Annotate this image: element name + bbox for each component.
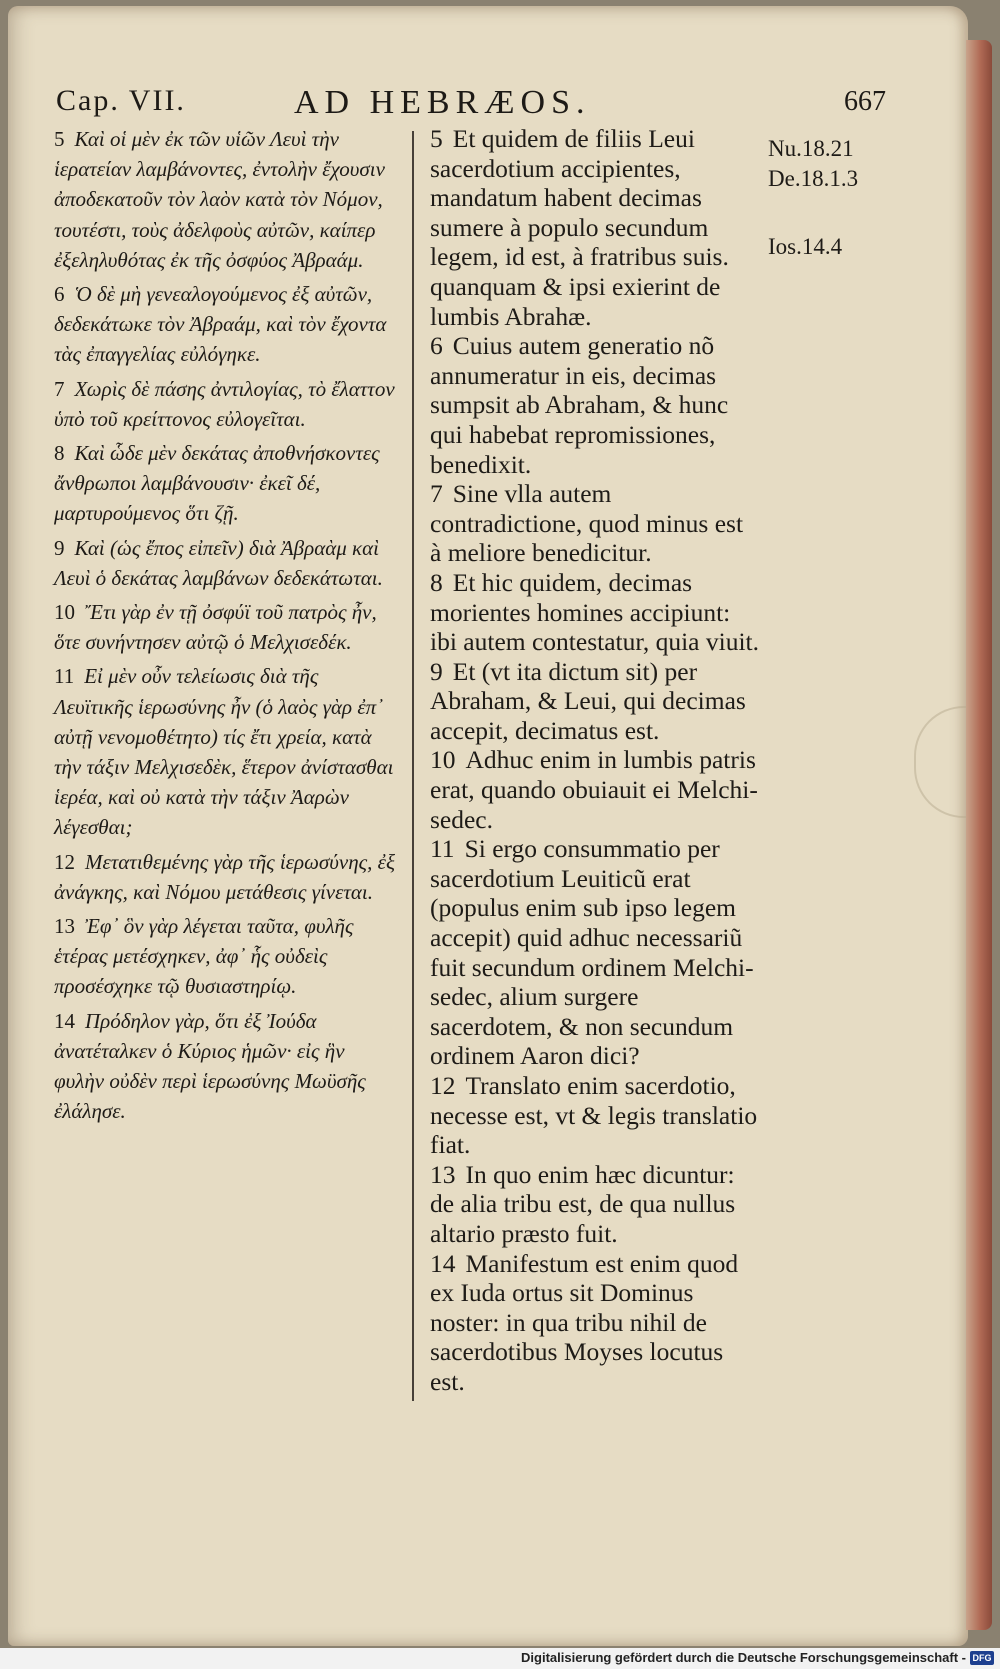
verse-number: 9: [54, 535, 65, 560]
page-clip-mark: [914, 706, 968, 818]
dfg-logo-icon: DFG: [970, 1651, 994, 1665]
verse-text: Καὶ ὧδε μὲν δεκάτας ἀποθνήσκοντες ἄνθρωποι λαμβάνουσιν· ἐκεῖ δέ, μαρτυρούμενος ὅτι ζῇ.: [54, 441, 380, 526]
verse-number: 8: [54, 441, 65, 466]
verse-number: 13: [54, 914, 75, 939]
verse: [54, 438, 399, 529]
verse: [54, 661, 399, 842]
verse-number: 13: [430, 1159, 456, 1189]
verse: [54, 124, 399, 275]
verse: [430, 1160, 760, 1249]
verse-number: 6: [54, 282, 65, 307]
verse-number: 7: [54, 376, 65, 401]
verse-number: 6: [430, 331, 443, 361]
verse-number: 9: [430, 656, 443, 686]
verse-number: 5: [54, 127, 65, 151]
verse-text: Καὶ οἱ μὲν ἐκ τῶν υἱῶν Λευὶ τὴν ἱερατείαν λαμβάνοντες, ἐντολὴν ἔχουσιν ἀποδεκατοῦν τὸν λαὸν κατὰ τὸν Νόμον, τουτέστι, τοὺς ἀδελφοὺς αὐτῶν, καίπερ ἐξεληλυθότας ἐκ τῆς ὀσφύος Ἀβραάμ.: [54, 127, 385, 272]
verse: [430, 834, 760, 1071]
margin-note: Ios.14.4: [768, 234, 843, 259]
verse-number: 8: [430, 567, 443, 597]
verse-text: Sine vlla autem contradictione, quod minus est à meliore benedicitur.: [430, 479, 744, 568]
verse: [430, 568, 760, 657]
verse-number: 10: [54, 600, 75, 625]
verse: [430, 479, 760, 568]
verse-text: Ἐφ᾽ ὃν γὰρ λέγεται ταῦτα, φυλῆς ἑτέρας μετέσχηκεν, ἀφ᾽ ἧς οὐδεὶς προσέσχηκε τῷ θυσιαστηρίῳ.: [54, 914, 354, 999]
verse: [430, 124, 760, 331]
verse-number: 10: [430, 745, 456, 775]
verse: [54, 374, 399, 434]
verse: [430, 1249, 760, 1397]
verse-text: In quo enim hæc dicuntur: de alia tribu est, de qua nullus altario præsto fuit.: [430, 1159, 736, 1248]
footer-bar: [0, 1648, 1000, 1669]
verse-number: 5: [430, 124, 443, 153]
latin-column: [430, 124, 760, 1397]
verse-number: 11: [54, 664, 75, 689]
page-edge: [966, 40, 992, 1630]
verse: [430, 745, 760, 834]
verse: [54, 597, 399, 657]
verse-text: Si ergo consummatio per sacerdotium Leuiticũ erat (populus enim sub ipso legem accepit) quid adhuc necessariũ fuit secundum ordinem Melchi-sedec, alium surgere sacerdotem, & non secundum ordinem Aaron dici?: [430, 834, 754, 1071]
verse-text: Translato enim sacerdotio, necesse est, vt & legis translatio fiat.: [430, 1071, 758, 1160]
verse-text: Et quidem de filiis Leui sacerdotium accipientes, mandatum habent decimas sumere à populo secundum legem, id est, à fratribus suis. quanquam & ipsi exierint de lumbis Abrahæ.: [430, 124, 729, 331]
verse: [54, 279, 399, 370]
verse-number: 14: [54, 1008, 75, 1033]
verse-number: 12: [54, 849, 75, 874]
verse: [430, 331, 760, 479]
verse: [54, 1006, 399, 1127]
greek-column: [54, 124, 399, 1131]
verse: [430, 1071, 760, 1160]
column-divider: [412, 131, 414, 1401]
chapter-label: Cap. VII.: [56, 84, 186, 117]
verse-text: Μετατιθεμένης γὰρ τῆς ἱερωσύνης, ἐξ ἀνάγκης, καὶ Νόμου μετάθεσις γίνεται.: [54, 849, 395, 904]
verse-text: Καὶ (ὡς ἔπος εἰπεῖν) διὰ Ἀβραὰμ καὶ Λευὶ ὁ δεκάτας λαμβάνων δεδεκάτωται.: [54, 535, 383, 590]
page-number: 667: [844, 86, 886, 117]
verse-text: Πρόδηλον γὰρ, ὅτι ἐξ Ἰούδα ἀνατέταλκεν ὁ Κύριος ἡμῶν· εἰς ἣν φυλὴν οὐδὲν περὶ ἱερωσύνης Μωϋσῆς ἐλάλησε.: [54, 1008, 366, 1124]
page-title: AD HEBRÆOS.: [294, 84, 591, 121]
verse-number: 14: [430, 1248, 456, 1278]
verse: [430, 657, 760, 746]
margin-note: De.18.1.3: [768, 166, 859, 191]
verse-text: Et (vt ita dictum sit) per Abraham, & Leui, qui decimas accepit, decimatus est.: [430, 656, 746, 745]
book-page: [8, 6, 968, 1646]
verse: [54, 533, 399, 593]
verse-text: Et hic quidem, decimas morientes homines accipiunt: ibi autem contestatur, quia viuit.: [430, 567, 759, 657]
footer-credit: Digitalisierung gefördert durch die Deutsche Forschungsgemeinschaft -: [521, 1650, 966, 1665]
verse: [54, 847, 399, 907]
margin-references: [768, 130, 888, 262]
verse-text: Χωρὶς δὲ πάσης ἀντιλογίας, τὸ ἔλαττον ὑπὸ τοῦ κρείττονος εὐλογεῖται.: [54, 376, 395, 431]
verse-number: 11: [430, 834, 455, 864]
verse-text: Εἰ μὲν οὖν τελείωσις διὰ τῆς Λευϊτικῆς ἱερωσύνης ἦν (ὁ λαὸς γὰρ ἐπ᾽ αὐτῇ νενομοθέτητο) τίς ἔτι χρεία, κατὰ τὴν τάξιν Μελχισεδὲκ, ἕτερον ἀνίστασθαι ἱερέα, καὶ οὐ κατὰ τὴν τάξιν Ἀαρὼν λέγεσθαι;: [54, 664, 394, 840]
running-header: [56, 84, 886, 124]
verse: [54, 911, 399, 1002]
verse-number: 12: [430, 1071, 456, 1100]
verse-number: 7: [430, 479, 443, 509]
verse-text: Cuius autem generatio nõ annumeratur in eis, decimas sumpsit ab Abraham, & hunc qui habebat repromissiones, benedixit.: [430, 331, 729, 479]
verse-text: Adhuc enim in lumbis patris erat, quando obuiauit ei Melchi-sedec.: [430, 745, 758, 834]
verse-text: Ἔτι γὰρ ἐν τῇ ὀσφύϊ τοῦ πατρὸς ἦν, ὅτε συνήντησεν αὐτῷ ὁ Μελχισεδέκ.: [54, 600, 377, 655]
margin-note: Nu.18.21: [768, 136, 854, 161]
verse-text: Manifestum est enim quod ex Iuda ortus sit Dominus noster: in qua tribu nihil de sacerdotibus Moyses locutus est.: [430, 1248, 739, 1396]
verse-text: Ὁ δὲ μὴ γενεαλογούμενος ἐξ αὐτῶν, δεδεκάτωκε τὸν Ἀβραάμ, καὶ τὸν ἔχοντα τὰς ἐπαγγελίας εὐλόγηκε.: [54, 282, 387, 367]
